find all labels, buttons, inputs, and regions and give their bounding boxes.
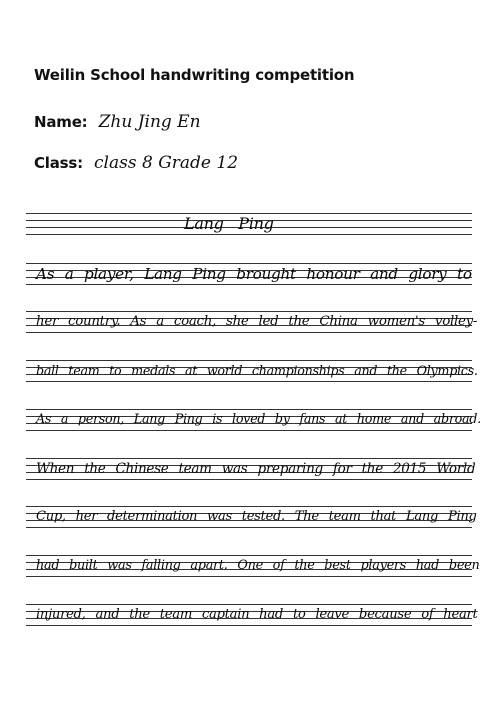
handwriting-line: As a person, Lang Ping is loved by fans at home and abroad. [36,412,481,427]
name-label: Name: [34,113,88,131]
writing-line [26,263,472,285]
writing-line [26,555,480,577]
writing-line [26,604,478,626]
writing-line [26,409,481,431]
class-value: class 8 Grade 12 [94,153,239,173]
handwriting-line: injured, and the team captain had to leave because of heart [36,607,478,622]
handwriting-line: had built was falling apart. One of the best players had been [36,558,480,573]
writing-line [26,360,478,382]
handwriting-line: her country. As a coach, she led the China women's volley- [36,314,478,329]
handwriting-line: ball team to medals at world championships and the Olympics. [36,363,478,378]
handwriting-line: When the Chinese team was preparing for the 2015 World [36,461,476,477]
handwriting-line: As a player, Lang Ping brought honour and glory to [36,265,472,283]
writing-line [26,458,476,480]
writing-line [26,311,478,333]
essay-title: Lang Ping [184,214,274,233]
page-heading: Weilin School handwriting competition [34,66,355,84]
handwriting-line: Cup, her determination was tested. The team that Lang Ping [36,509,477,524]
writing-line-title [26,213,472,235]
name-field [34,112,201,132]
class-label: Class: [34,154,83,172]
writing-line [26,506,477,528]
name-value: Zhu Jing En [98,112,201,132]
class-field [34,153,238,173]
